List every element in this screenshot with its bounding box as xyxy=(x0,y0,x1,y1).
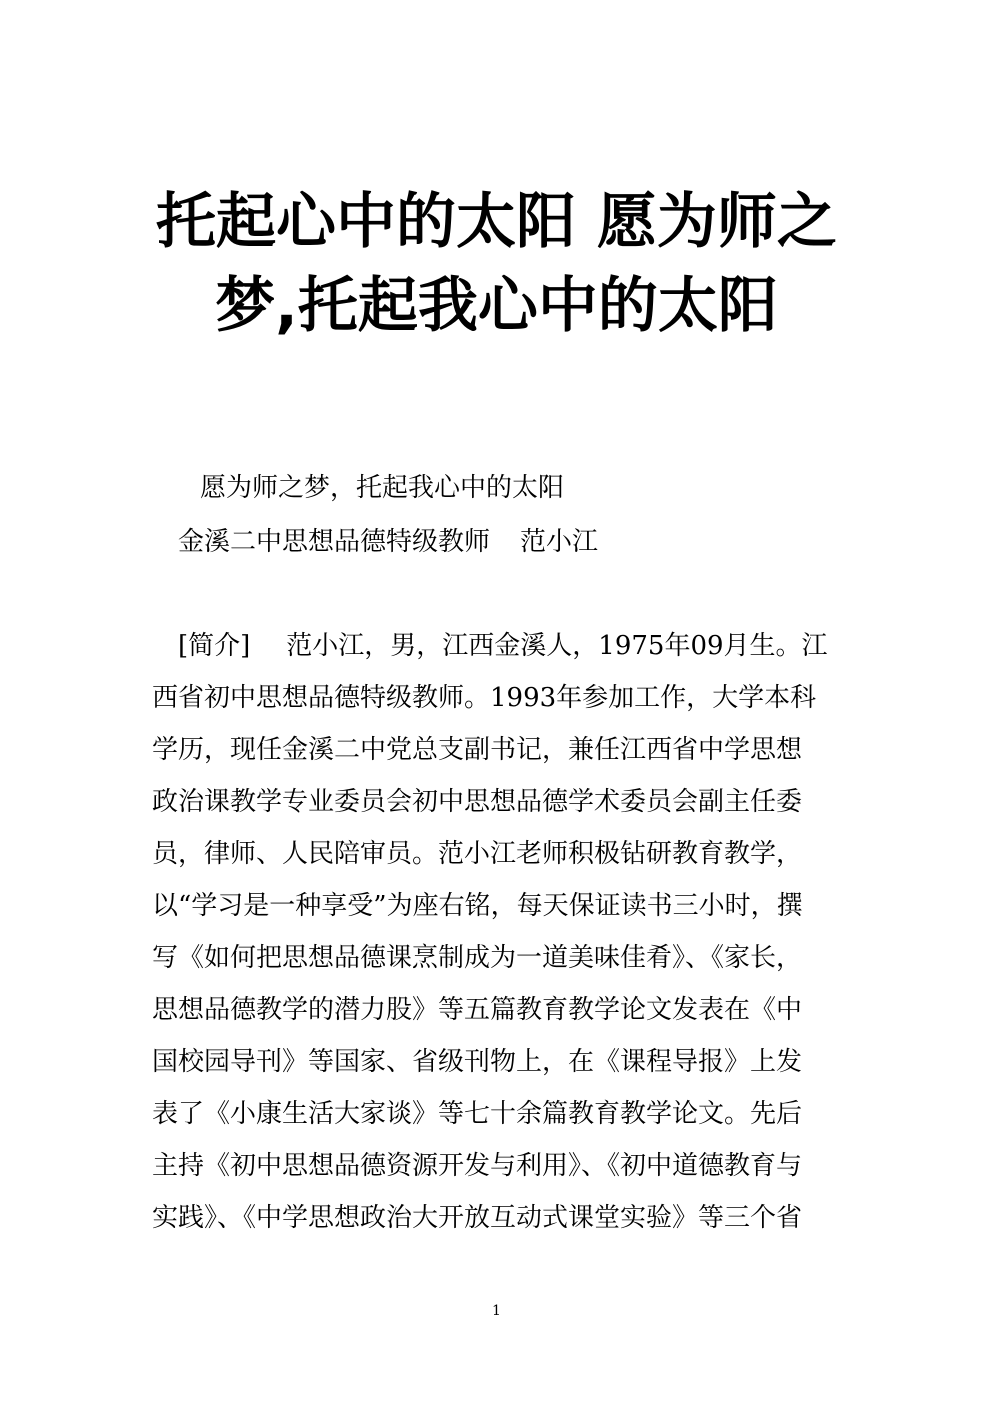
body-line: 表了《小康生活大家谈》等七十余篇教育教学论文。先后 xyxy=(152,1099,803,1129)
author-affiliation: 金溪二中思想品德特级教师 xyxy=(178,527,491,557)
body-line: 西省初中思想品德特级教师。1993年参加工作，大学本科 xyxy=(152,683,817,713)
body-line: 主持《初中思想品德资源开发与利用》、《初中道德教育与 xyxy=(152,1151,803,1181)
body-line: 思想品德教学的潜力股》等五篇教育教学论文发表在《中 xyxy=(152,995,803,1025)
body-line: [简介] 范小江，男，江西金溪人，1975年09月生。江 xyxy=(178,631,828,661)
body-line: 政治课教学专业委员会初中思想品德学术委员会副主任委 xyxy=(152,787,803,817)
body-line: 学历，现任金溪二中党总支副书记，兼任江西省中学思想 xyxy=(152,735,803,765)
body-text xyxy=(152,624,852,1248)
byline xyxy=(178,524,598,560)
body-line: 写《如何把思想品德课烹制成为一道美味佳肴》、《家长， xyxy=(152,943,803,973)
document-title xyxy=(100,180,893,348)
intro-label: [简介] xyxy=(178,631,251,661)
body-line: 以“学习是一种享受”为座右铭，每天保证读书三小时，撰 xyxy=(152,891,803,921)
body-line: 员，律师、人民陪审员。范小江老师积极钻研教育教学， xyxy=(152,839,803,869)
page-number: 1 xyxy=(492,1303,501,1319)
subtitle: 愿为师之梦，托起我心中的太阳 xyxy=(200,473,565,503)
title-line-1: 托起心中的太阳 愿为师之 xyxy=(156,187,837,257)
title-line-2: 梦,托起我心中的太阳 xyxy=(215,271,778,341)
author-name: 范小江 xyxy=(520,527,599,557)
body-line: 实践》、《中学思想政治大开放互动式课堂实验》等三个省 xyxy=(152,1203,803,1233)
body-line: 国校园导刊》等国家、省级刊物上，在《课程导报》上发 xyxy=(152,1047,803,1077)
